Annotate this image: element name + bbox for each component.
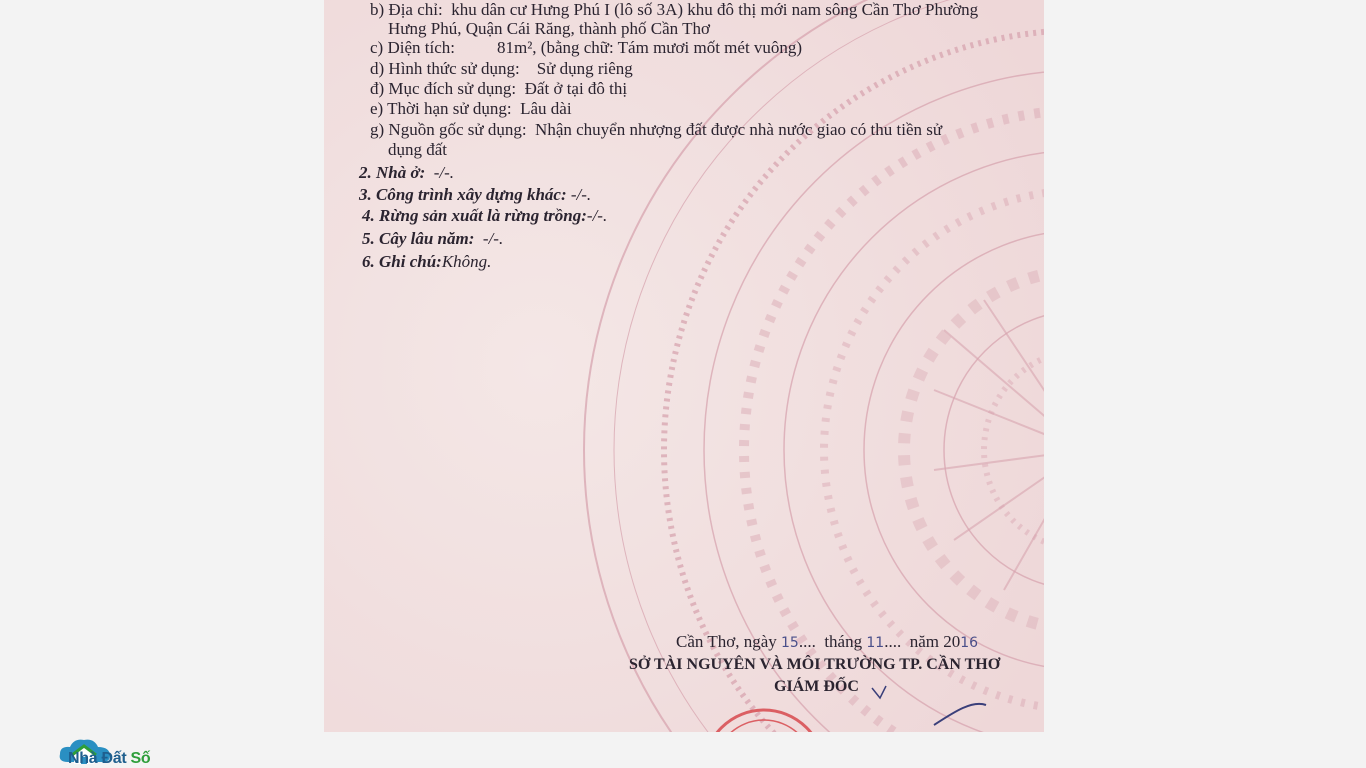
section-notes: 6. Ghi chú:Không. [362, 252, 492, 271]
date-day: 15 [781, 635, 799, 651]
land-certificate-page [324, 0, 1044, 732]
signer-title: GIÁM ĐỐC [774, 678, 859, 695]
place-and-date: Cần Thơ, ngày 15.... tháng 11.... năm 2016 [676, 632, 979, 651]
section-perennial-trees: 5. Cây lâu năm: -/-. [362, 229, 504, 248]
date-month: 11 [866, 635, 885, 651]
area-row: c) Diện tích: 81m², (bằng chữ: Tám mươi mốt mét vuông) [370, 38, 803, 57]
use-form-row: d) Hình thức sử dụng: Sử dụng riêng [370, 59, 633, 78]
origin-row: g) Nguồn gốc sử dụng: Nhận chuyển nhượng đất được nhà nước giao có thu tiền sử [370, 120, 943, 139]
date-year: 16 [960, 635, 979, 651]
purpose-row: đ) Mục đích sử dụng: Đất ở tại đô thị [370, 79, 628, 98]
section-other-construction: 3. Công trình xây dựng khác: -/-. [359, 185, 592, 204]
section-planted-forest: 4. Rừng sản xuất là rừng trồng:-/-. [362, 206, 608, 225]
address-line-1: b) Địa chỉ: khu dân cư Hưng Phú I (lô số 3A) khu đô thị mới nam sông Cần Thơ Phường [370, 0, 979, 19]
issuing-agency: SỞ TÀI NGUYÊN VÀ MÔI TRƯỜNG TP. CẦN THƠ [629, 656, 1001, 673]
brand-name: Nhà Đất Số [68, 750, 151, 767]
section-house: 2. Nhà ở: -/-. [359, 163, 455, 182]
origin-row-continued: dụng đất [388, 140, 448, 159]
address-line-2: Hưng Phú, Quận Cái Răng, thành phố Cần Thơ [388, 19, 710, 38]
term-row: e) Thời hạn sử dụng: Lâu dài [370, 99, 572, 118]
